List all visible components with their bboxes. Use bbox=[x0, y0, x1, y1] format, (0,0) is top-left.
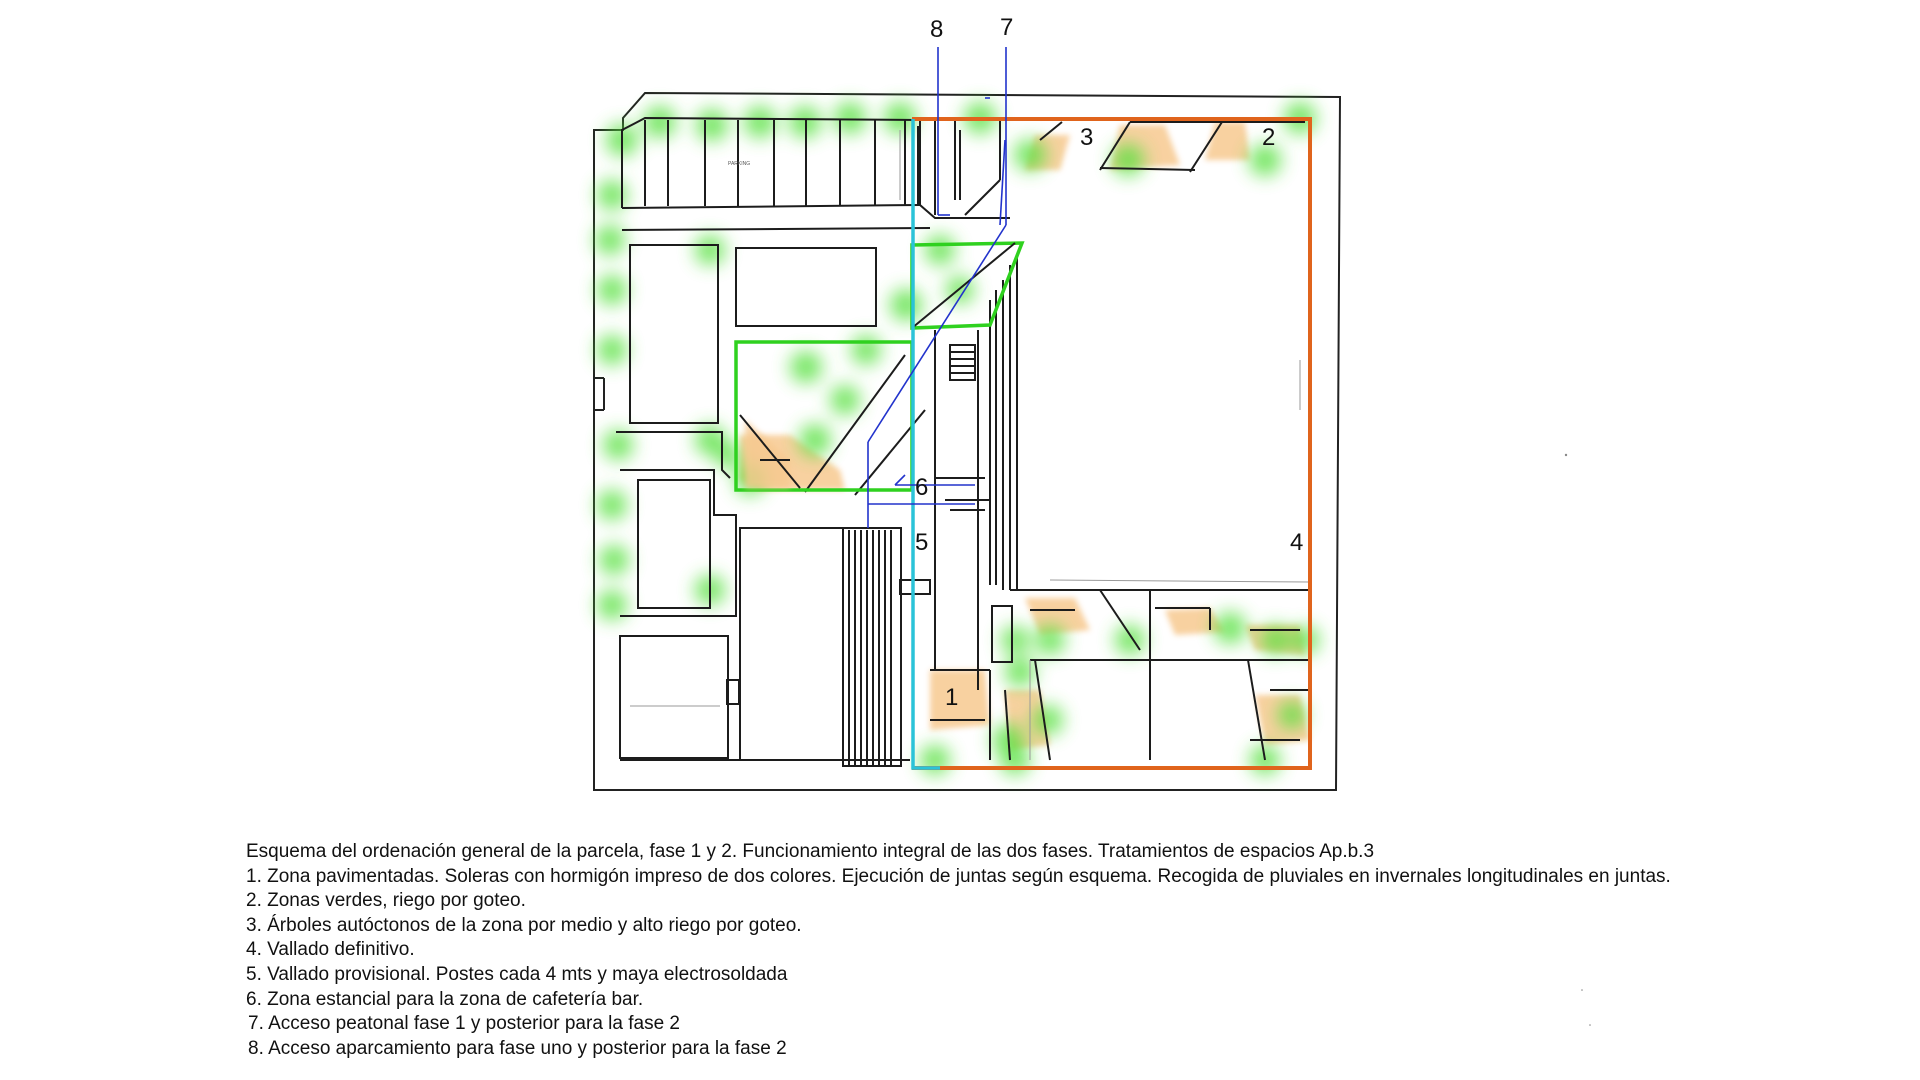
caption-title: Esquema del ordenación general de la parcela, fase 1 y 2. Funcionamiento integral de las dos fases. Tratamientos de espacios Ap.b.3 bbox=[246, 841, 1375, 862]
label-4: 4 bbox=[1290, 529, 1304, 556]
label-5: 5 bbox=[915, 529, 929, 556]
label-7: 7 bbox=[1000, 14, 1014, 41]
caption-item-3: 3. Árboles autóctonos de la zona por medio y alto riego por goteo. bbox=[246, 914, 802, 936]
label-8: 8 bbox=[930, 16, 944, 43]
label-3: 3 bbox=[1080, 124, 1094, 151]
caption-item-7: 7. Acceso peatonal fase 1 y posterior para la fase 2 bbox=[248, 1013, 680, 1035]
caption-item-1: 1. Zona pavimentadas. Soleras con hormigón impreso de dos colores. Ejecución de juntas según esquema. Recogida de pluviales en invernales longitudinales en juntas. bbox=[246, 865, 1671, 887]
label-1: 1 bbox=[945, 684, 959, 711]
label-2: 2 bbox=[1262, 124, 1276, 151]
legend-caption bbox=[246, 840, 1866, 1061]
caption-item-2: 2. Zonas verdes, riego por goteo. bbox=[246, 890, 526, 912]
label-6: 6 bbox=[915, 474, 929, 501]
caption-item-8: 8. Acceso aparcamiento para fase uno y posterior para la fase 2 bbox=[248, 1037, 787, 1059]
caption-item-4: 4. Vallado definitivo. bbox=[246, 939, 415, 961]
caption-item-6: 6. Zona estancial para la zona de cafetería bar. bbox=[246, 988, 644, 1010]
parking-label: PARKING bbox=[728, 161, 751, 167]
caption-item-5: 5. Vallado provisional. Postes cada 4 mts y maya electrosoldada bbox=[246, 963, 788, 985]
